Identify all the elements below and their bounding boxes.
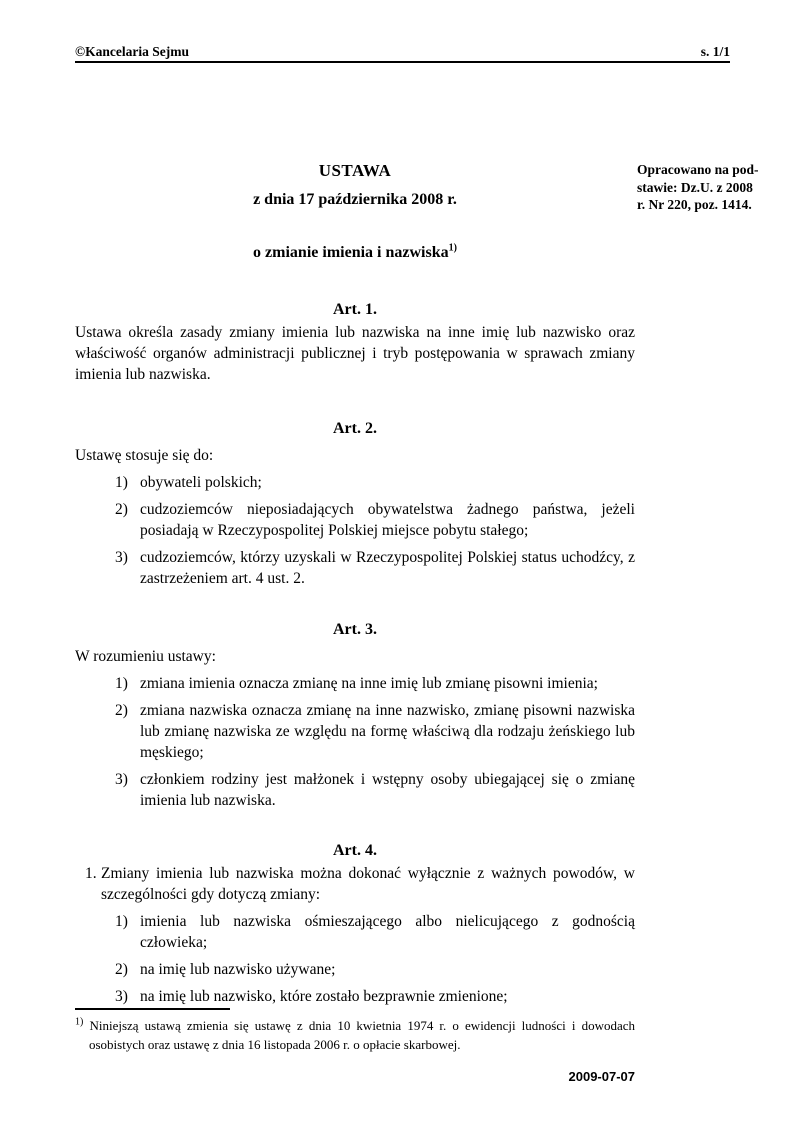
date-stamp: 2009-07-07 — [568, 1069, 635, 1084]
list-item — [115, 769, 635, 811]
side-note-line: stawie: Dz.U. z 2008 — [637, 179, 753, 195]
list-item-text: członkiem rodziny jest małżonek i wstępny osoby ubiegającej się o zmianę imienia lub nazwiska. — [140, 771, 635, 809]
law-title: USTAWA — [318, 161, 392, 180]
list-item-marker: 1) — [115, 913, 128, 930]
list-item-marker: 2) — [115, 501, 128, 518]
list-item-marker: 3) — [115, 549, 128, 566]
list-item-text: obywateli polskich; — [140, 474, 262, 491]
footnote — [75, 1017, 635, 1054]
list-item — [115, 547, 635, 589]
list-item-text: cudzoziemców nieposiadających obywatelstwa żadnego państwa, jeżeli posiadają w Rzeczypospolitej Polskiej miejsce pobytu stałego; — [140, 501, 635, 539]
article-3-list — [115, 673, 635, 811]
footnote-block — [75, 1008, 635, 1084]
article-4-intro — [85, 863, 635, 905]
article-2-list — [115, 472, 635, 589]
list-item-marker: 1) — [115, 474, 128, 491]
list-item — [115, 499, 635, 541]
article-1-paragraph: Ustawa określa zasady zmiany imienia lub nazwiska na inne imię lub nazwisko oraz właściwość organów administracji publicznej i tryb postępowania w sprawach zmiany imienia lub nazwiska. — [75, 324, 635, 383]
list-item-text: zmiana imienia oznacza zmianę na inne imię lub zmianę pisowni imienia; — [140, 675, 598, 692]
list-item-marker: 1) — [115, 675, 128, 692]
side-note-line: Opracowano na pod- — [637, 162, 759, 177]
list-item-marker: 2) — [115, 702, 128, 719]
article-2-heading: Art. 2. — [333, 420, 377, 437]
article-3-heading: Art. 3. — [333, 621, 377, 638]
header-publisher: ©Kancelaria Sejmu — [75, 44, 189, 59]
article-4-heading: Art. 4. — [333, 842, 377, 859]
list-item — [115, 700, 635, 763]
list-item — [115, 911, 635, 953]
article-1-heading: Art. 1. — [333, 301, 377, 318]
footnote-separator-rule — [75, 1008, 230, 1010]
basis-side-note — [637, 161, 767, 214]
article-4-list — [115, 911, 635, 1007]
list-item-text: imienia lub nazwiska ośmieszającego albo nielicującego z godnością człowieka; — [140, 913, 635, 951]
list-item — [115, 986, 635, 1007]
footnote-text: Niniejszą ustawą zmienia się ustawę z dnia 10 kwietnia 1974 r. o ewidencji ludności i dowodach osobistych oraz ustawę z dnia 16 listopada 2006 r. o opłacie skarbowej. — [89, 1018, 636, 1052]
list-item-text: na imię lub nazwisko używane; — [140, 961, 336, 978]
law-subject-text: o zmianie imienia i nazwiska — [253, 244, 449, 261]
list-item-text: cudzoziemców, którzy uzyskali w Rzeczypospolitej Polskiej status uchodźcy, z zastrzeżeniem art. 4 ust. 2. — [140, 549, 635, 587]
law-date: z dnia 17 października 2008 r. — [253, 191, 457, 208]
law-subject — [75, 243, 635, 263]
list-item-marker: 3) — [115, 988, 128, 1005]
list-item-marker: 3) — [115, 771, 128, 788]
list-item — [115, 472, 635, 493]
list-item — [115, 673, 635, 694]
list-item-text: na imię lub nazwisko, które zostało bezprawnie zmienione; — [140, 988, 508, 1005]
document-body — [75, 65, 759, 1007]
list-item — [115, 959, 635, 980]
list-item-marker: 2) — [115, 961, 128, 978]
article-2-intro: Ustawę stosuje się do: — [75, 447, 214, 464]
side-note-line: r. Nr 220, poz. 1414. — [637, 197, 752, 212]
title-block — [75, 65, 759, 263]
document-header — [75, 44, 730, 63]
clause-text: Zmiany imienia lub nazwiska można dokonać wyłącznie z ważnych powodów, w szczególności gdy dotyczą zmiany: — [101, 865, 635, 903]
footnote-number: 1) — [75, 1016, 84, 1028]
footnote-reference-mark: 1) — [448, 242, 457, 254]
clause-number: 1. — [85, 865, 97, 882]
list-item-text: zmiana nazwiska oznacza zmianę na inne nazwisko, zmianę pisowni nazwiska lub zmianę nazwiska ze względu na formę właściwą dla rodzaju żeńskiego lub męskiego; — [140, 702, 635, 761]
header-page-number: s. 1/1 — [700, 44, 730, 59]
article-3-intro: W rozumieniu ustawy: — [75, 648, 216, 665]
